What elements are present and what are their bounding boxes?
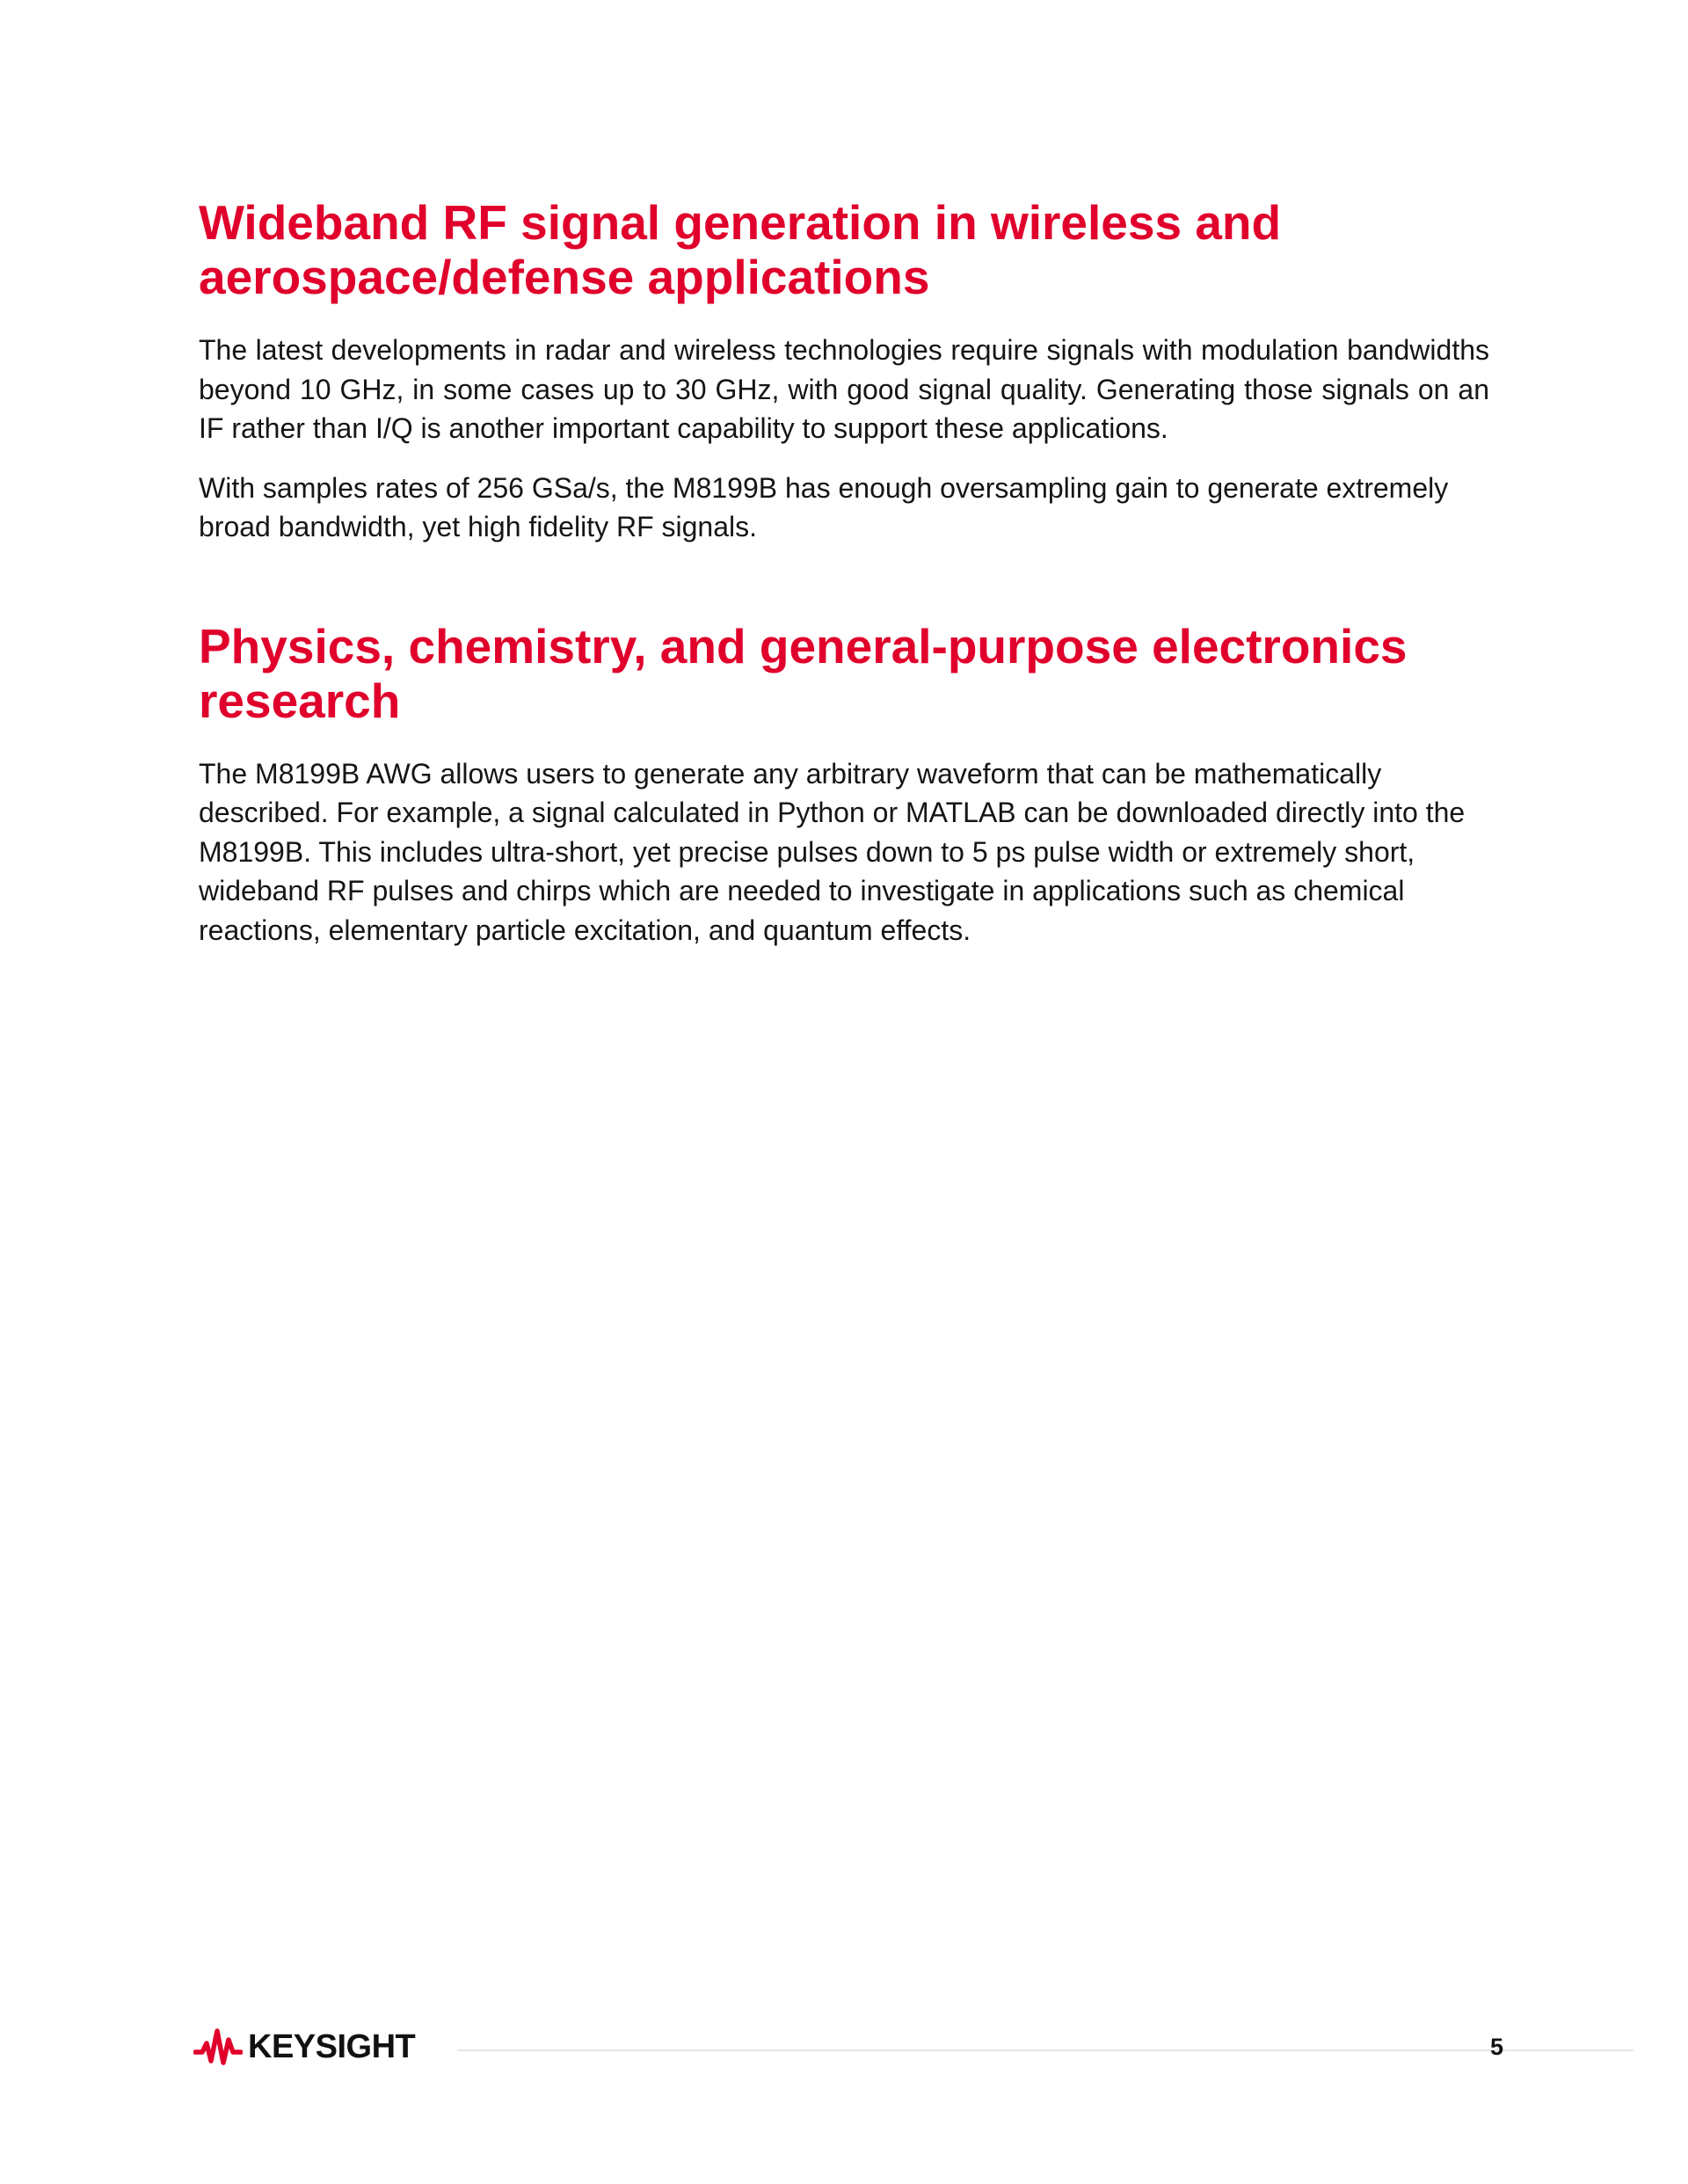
page-number: 5 (1489, 2034, 1503, 2060)
brand-name: KEYSIGHT (248, 2028, 416, 2065)
page-footer (193, 2022, 1503, 2071)
section-paragraph: The M8199B AWG allows users to generate any arbitrary waveform that can be mathematically described. For example, a signal calculated in Python or MATLAB can be downloaded directly into the M8199B. This includes ultra-short, yet precise pulses down to 5 ps pulse width or extremely short, wideband RF pulses and chirps which are needed to investigate in applications such as chemical reactions, elementary particle excitation, and quantum effects. (199, 757, 1466, 946)
section-paragraph: With samples rates of 256 GSa/s, the M8199B has enough oversampling gain to generate extremely broad bandwidth, yet high fidelity RF signals. (199, 471, 1449, 542)
section-heading: Physics, chemistry, and general-purpose electronics research (199, 618, 1408, 728)
footer-divider (457, 2049, 1633, 2051)
section-paragraph: The latest developments in radar and wireless technologies require signals with modulation bandwidths beyond 10 GHz, in some cases up to 30 GHz, with good signal quality. Generating those signals on an IF rather than I/Q is another important capability to support these applications. (199, 334, 1489, 444)
page-content (199, 195, 1489, 970)
section-physics-research (199, 619, 1489, 950)
keysight-waveform-icon (193, 2026, 243, 2068)
keysight-logo (193, 2022, 415, 2071)
section-wideband-rf (199, 195, 1489, 547)
section-heading: Wideband RF signal generation in wireless and aerospace/defense applications (199, 195, 1282, 304)
